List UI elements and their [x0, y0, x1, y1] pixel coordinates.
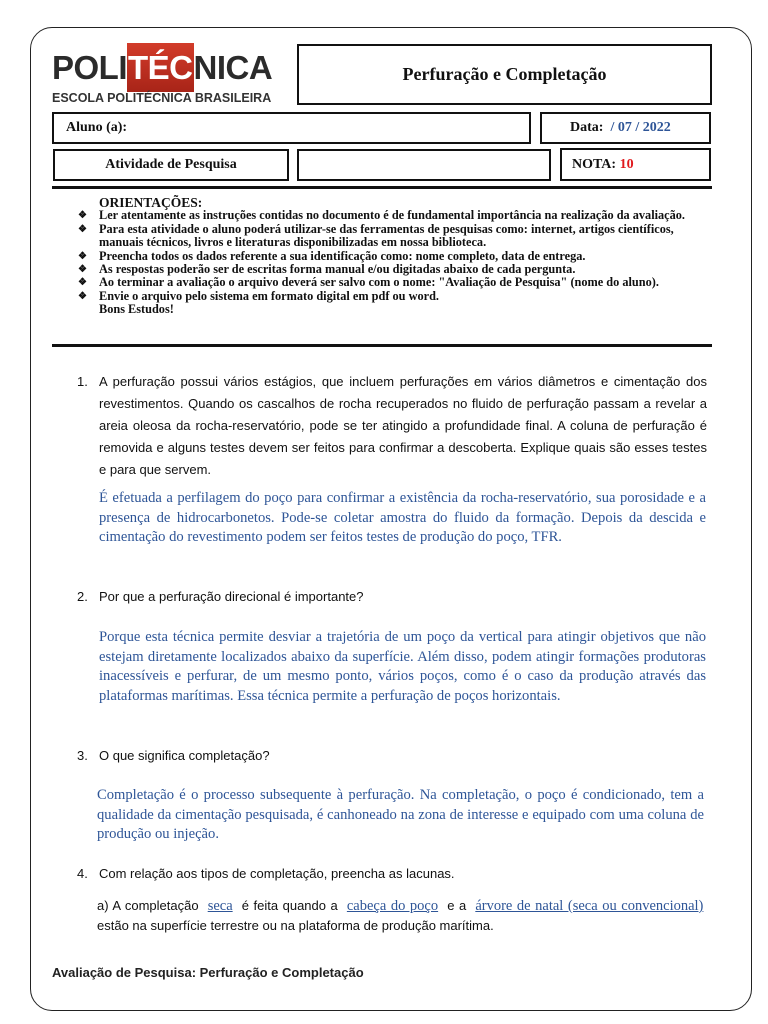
instructions-heading: ORIENTAÇÕES: [99, 195, 203, 210]
question-1: 1. A perfuração possui vários estágios, que incluem perfurações em vários diâmetros e cimentação dos revestimentos. Quando os cascalhos de rocha recuperados no fluido de perfuração passam a revelar a areia oleosa da rocha-reservatório, pode se ter atingido a profundidade final. A coluna de perfuração é removida e alguns testes devem ser feitos para confirmar a descoberta. Explique quais são esses testes e para que servem. [77, 374, 707, 477]
date-field[interactable] [540, 112, 711, 144]
logo-subtitle: ESCOLA POLITÉCNICA BRASILEIRA [52, 91, 272, 105]
question-2: 2. Por que a perfuração direcional é importante? [77, 589, 364, 604]
answer-2: Porque esta técnica permite desviar a trajetória de um poço da vertical para atingir objetivos que não estejam diretamente localizados abaixo da superfície. Além disso, podem atingir formações produtoras inacessíveis e perfurar, de um mesmo ponto, vários poços, como é o caso da produção através das plataformas marítimas. Essa técnica permite a perfuração de poços horizontais. [99, 629, 706, 704]
politecnica-logo [52, 43, 288, 105]
logo-text-highlight: TÉC [127, 43, 194, 92]
grade-field [560, 148, 711, 181]
instruction-item: ❖ Preencha todos os dados referente a sua identificação como: nome completo, data de entrega. [78, 248, 586, 263]
closing-text: Bons Estudos! [99, 302, 174, 317]
question-4: 4. Com relação aos tipos de completação, preencha as lacunas. [77, 866, 455, 881]
diamond-bullet-icon: ❖ [78, 223, 87, 235]
date-value: / 07 / 2022 [610, 120, 671, 135]
grade-value: 10 [619, 156, 634, 172]
instruction-item: ❖ Ler atentamente as instruções contidas no documento é de fundamental importância na realização da avaliação. [78, 208, 686, 223]
blank-answer: cabeça do poço [346, 898, 439, 914]
diamond-bullet-icon: ❖ [78, 290, 87, 302]
student-name-field[interactable] [52, 112, 531, 144]
diamond-bullet-icon: ❖ [78, 264, 87, 276]
instruction-item: ❖ Envie o arquivo pelo sistema em formato digital em pdf ou word. [78, 288, 439, 303]
diamond-bullet-icon: ❖ [78, 210, 87, 222]
blank-answer: árvore de natal (seca ou convencional) [475, 898, 704, 914]
instruction-item: ❖ As respostas poderão ser de escritas forma manual e/ou digitadas abaixo de cada pergunta. [78, 262, 576, 277]
blank-answer: seca [207, 898, 233, 914]
activity-type: Atividade de Pesquisa [53, 149, 289, 181]
diamond-bullet-icon: ❖ [78, 250, 87, 262]
instruction-item: ❖ Para esta atividade o aluno poderá utilizar-se das ferramentas de pesquisas como: internet, artigos científicos, manuais técnicos, livros e literaturas disponibilizadas em nossa biblioteca. [78, 221, 674, 250]
instructions [78, 196, 718, 317]
blank-field[interactable] [297, 149, 551, 181]
question-4a: a) A completação seca é feita quando a cabeça do poço e a árvore de natal (seca ou convencional) estão na superfície terrestre ou na plataforma de produção marítima. [97, 898, 704, 933]
instruction-item: ❖ Ao terminar a avaliação o arquivo deverá ser salvo com o nome: "Avaliação de Pesquisa" (nome do aluno). [78, 275, 659, 290]
student-label: Aluno (a): [66, 120, 128, 135]
document-title: Perfuração e Completação [297, 44, 712, 105]
divider [52, 344, 712, 347]
grade-label: NOTA: [572, 156, 617, 172]
answer-1: É efetuada a perfilagem do poço para confirmar a existência da rocha-reservatório, sua porosidade e a presença de hidrocarbonetos. Pode-se coletar amostra do fluido da formação. Depois da descida e cimentação do revestimento podem ser feitos testes de produção do poço, TFR. [99, 490, 706, 545]
divider [52, 186, 712, 189]
logo-text: POLI [52, 49, 128, 86]
logo-text: NICA [193, 49, 273, 86]
page-footer: Avaliação de Pesquisa: Perfuração e Completação [52, 965, 364, 980]
date-label: Data: [570, 120, 604, 135]
diamond-bullet-icon: ❖ [78, 277, 87, 289]
question-3: 3. O que significa completação? [77, 748, 270, 763]
answer-3: Completação é o processo subsequente à perfuração. Na completação, o poço é condicionado, tem a qualidade da cimentação pesquisada, é canhoneado na zona de interesse e equipado com uma coluna de produção ou injeção. [97, 787, 704, 842]
